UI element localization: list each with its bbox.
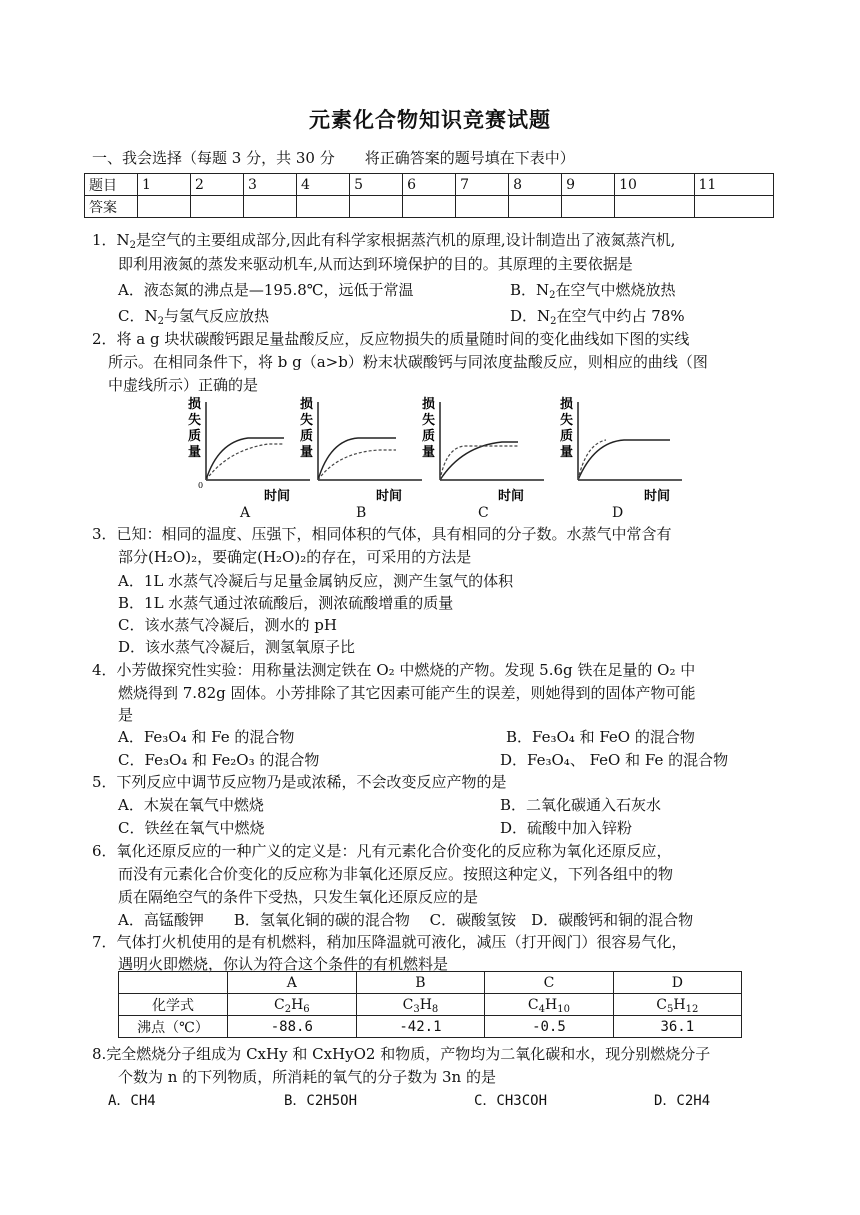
table-row xyxy=(119,972,742,994)
svg-text:量: 量 xyxy=(422,445,436,460)
q6-line2: 而没有元素化合价变化的反应称为非氧化还原反应。按照这种定义，下列各组中的物 xyxy=(118,865,674,883)
graph-ylabel: 损 xyxy=(188,397,202,412)
q4-option-c: C．Fe₃O₄ 和 Fe₂O₃ 的混合物 xyxy=(118,751,320,769)
answer-cell[interactable] xyxy=(615,196,694,218)
q7-line2: 遇明火即燃烧，你认为符合这个条件的有机燃料是 xyxy=(118,955,449,973)
answer-cell[interactable] xyxy=(509,196,562,218)
table-row xyxy=(119,1016,742,1038)
svg-text:质: 质 xyxy=(560,429,574,444)
q3-option-d: D．该水蒸气冷凝后，测氢氧原子比 xyxy=(118,638,356,656)
q1-text: 是空气的主要组成部分,因此有科学家根据蒸汽机的原理,设计制造出了液氮蒸汽机, xyxy=(136,231,676,249)
table-cell: D xyxy=(613,972,741,994)
q2-line3: 中虚线所示）正确的是 xyxy=(108,376,259,394)
exam-title: 元素化合物知识竞赛试题 xyxy=(309,107,551,132)
q1-number: 1．N xyxy=(92,231,130,249)
table-cell: 2 xyxy=(191,174,244,196)
q8-option-b: B．C2H5OH xyxy=(284,1093,358,1109)
table-cell: 9 xyxy=(562,174,615,196)
q1-option-c: C．$N_2$与氢气反应放热 xyxy=(118,307,269,327)
answer-cell[interactable] xyxy=(244,196,297,218)
q8-option-d: D．C2H4 xyxy=(654,1093,711,1109)
table-cell: $C_5H_{12}$ xyxy=(613,994,741,1016)
table-cell: 答案 xyxy=(85,196,138,218)
table-cell: 题目 xyxy=(85,174,138,196)
q6-line3: 质在隔绝空气的条件下受热，只发生氧化还原反应的是 xyxy=(118,888,479,906)
answer-cell[interactable] xyxy=(694,196,773,218)
q3-line2: 部分(H₂O)₂，要确定(H₂O)₂的存在，可采用的方法是 xyxy=(118,548,472,566)
svg-text:时间: 时间 xyxy=(376,489,403,504)
answer-cell[interactable] xyxy=(138,196,191,218)
q5-line1: 5．下列反应中调节反应物乃是或浓稀，不会改变反应产物的是 xyxy=(92,773,507,791)
q3-option-c: C．该水蒸气冷凝后，测水的 pH xyxy=(118,616,337,634)
q5-option-c: C．铁丝在氧气中燃烧 xyxy=(118,819,265,837)
answer-cell[interactable] xyxy=(562,196,615,218)
table-cell: 4 xyxy=(297,174,350,196)
q8-line2: 个数为 n 的下列物质，所消耗的氧气的分子数为 3n 的是 xyxy=(118,1068,496,1086)
q2-line2: 所示。在相同条件下，将 b g（a>b）粉末状碳酸钙与同浓度盐酸反应，则相应的曲线（图 xyxy=(108,353,708,371)
table-row xyxy=(119,994,742,1016)
table-cell: C xyxy=(485,972,613,994)
table-cell: 3 xyxy=(244,174,297,196)
q1-option-d: D．$N_2$在空气中约占 78% xyxy=(510,307,685,327)
q5-option-a: A．木炭在氧气中燃烧 xyxy=(118,796,264,814)
graph-label-b: B xyxy=(356,505,367,521)
svg-text:量: 量 xyxy=(560,445,574,460)
answer-cell[interactable] xyxy=(297,196,350,218)
graph-a xyxy=(188,392,316,504)
q3-option-b: B．1L 水蒸气通过浓硫酸后，测浓硫酸增重的质量 xyxy=(118,594,454,612)
svg-text:质: 质 xyxy=(188,429,202,444)
answer-table xyxy=(84,173,774,218)
svg-text:损: 损 xyxy=(560,397,574,412)
q8-option-a: A．CH4 xyxy=(108,1093,156,1109)
q4-option-b: B．Fe₃O₄ 和 FeO 的混合物 xyxy=(506,728,695,746)
graph-label-d: D xyxy=(612,505,624,521)
table-cell: 36.1 xyxy=(613,1016,741,1038)
table-cell: $C_3H_8$ xyxy=(356,994,485,1016)
section-heading: 一、我会选择（每题 3 分，共 30 分 将正确答案的题号填在下表中） xyxy=(92,149,575,167)
q1-line2: 即利用液氮的蒸发来驱动机车,从而达到环境保护的目的。其原理的主要依据是 xyxy=(118,255,633,273)
q8-line1: 8.完全燃烧分子组成为 CxHy 和 CxHyO2 和物质，产物均为二氧化碳和水，现分别燃烧分子 xyxy=(92,1045,711,1063)
q4-option-d: D．Fe₃O₄、 FeO 和 Fe 的混合物 xyxy=(500,751,729,769)
svg-text:质: 质 xyxy=(422,429,436,444)
table-cell: B xyxy=(356,972,485,994)
q3-option-a: A．1L 水蒸气冷凝后与足量金属钠反应，测产生氢气的体积 xyxy=(118,572,514,590)
svg-text:0: 0 xyxy=(198,481,204,490)
table-cell: 6 xyxy=(403,174,456,196)
answer-table-answer-row xyxy=(85,196,774,218)
graph-c xyxy=(422,392,550,504)
graph-label-c: C xyxy=(478,505,489,521)
table-cell: $C_2H_6$ xyxy=(228,994,357,1016)
svg-text:时间: 时间 xyxy=(644,489,671,504)
table-cell: -42.1 xyxy=(356,1016,485,1038)
q7-line1: 7．气体打火机使用的是有机燃料，稍加压降温就可液化，减压（打开阀门）很容易气化， xyxy=(92,933,687,951)
q6-options: A．高锰酸钾 B．氢氧化铜的碳的混合物 C．碳酸氢铵 D．碳酸钙和铜的混合物 xyxy=(118,911,694,929)
q4-line2: 燃烧得到 7.82g 固体。小芳排除了其它因素可能产生的误差，则她得到的固体产物可能 xyxy=(118,684,696,702)
q5-option-d: D．硫酸中加入锌粉 xyxy=(500,819,633,837)
table-cell: 1 xyxy=(138,174,191,196)
answer-table-header-row xyxy=(85,174,774,196)
q5-option-b: B．二氧化碳通入石灰水 xyxy=(500,796,662,814)
answer-cell[interactable] xyxy=(350,196,403,218)
table-cell: -0.5 xyxy=(485,1016,613,1038)
graph-d xyxy=(560,392,688,504)
table-cell: 沸点（℃） xyxy=(119,1016,228,1038)
svg-text:失: 失 xyxy=(300,413,314,428)
answer-cell[interactable] xyxy=(191,196,244,218)
svg-text:质: 质 xyxy=(300,429,314,444)
table-cell: $C_4H_{10}$ xyxy=(485,994,613,1016)
answer-cell[interactable] xyxy=(456,196,509,218)
q4-option-a: A．Fe₃O₄ 和 Fe 的混合物 xyxy=(118,728,295,746)
graph-b xyxy=(300,392,428,504)
q1-option-b: B．$N_2$在空气中燃烧放热 xyxy=(510,281,676,301)
svg-text:失: 失 xyxy=(422,413,436,428)
svg-text:失: 失 xyxy=(560,413,574,428)
svg-text:时间: 时间 xyxy=(498,489,525,504)
table-cell: A xyxy=(228,972,357,994)
graph-label-a: A xyxy=(240,505,251,521)
answer-cell[interactable] xyxy=(403,196,456,218)
table-cell xyxy=(119,972,228,994)
table-cell: 11 xyxy=(694,174,773,196)
svg-text:量: 量 xyxy=(300,445,314,460)
table-cell: 10 xyxy=(615,174,694,196)
q2-line1: 2．将 a g 块状碳酸钙跟足量盐酸反应，反应物损失的质量随时间的变化曲线如下图的实线 xyxy=(92,330,690,348)
svg-text:时间: 时间 xyxy=(264,489,291,504)
q1-option-a: A．液态氮的沸点是—195.8℃，远低于常温 xyxy=(118,281,414,299)
table-cell: 5 xyxy=(350,174,403,196)
q4-line1: 4．小芳做探究性实验：用称量法测定铁在 O₂ 中燃烧的产物。发现 5.6g 铁在足量的 O₂ 中 xyxy=(92,661,696,679)
svg-text:失: 失 xyxy=(188,413,202,428)
svg-text:量: 量 xyxy=(188,445,202,460)
table-cell: 8 xyxy=(509,174,562,196)
q8-option-c: C．CH3COH xyxy=(474,1093,548,1109)
fuel-table xyxy=(118,971,742,1038)
svg-text:损: 损 xyxy=(422,397,436,412)
table-cell: 化学式 xyxy=(119,994,228,1016)
q4-line3: 是 xyxy=(118,706,134,724)
q6-line1: 6．氧化还原反应的一种广义的定义是：凡有元素化合价变化的反应称为氧化还原反应， xyxy=(92,842,672,860)
svg-text:损: 损 xyxy=(300,397,314,412)
q3-line1: 3．已知：相同的温度、压强下，相同体积的气体，具有相同的分子数。水蒸气中常含有 xyxy=(92,525,672,543)
q1-line1: 1．$N_2$是空气的主要组成部分,因此有科学家根据蒸汽机的原理,设计制造出了液氮蒸汽机, xyxy=(92,231,676,251)
table-cell: 7 xyxy=(456,174,509,196)
table-cell: -88.6 xyxy=(228,1016,357,1038)
